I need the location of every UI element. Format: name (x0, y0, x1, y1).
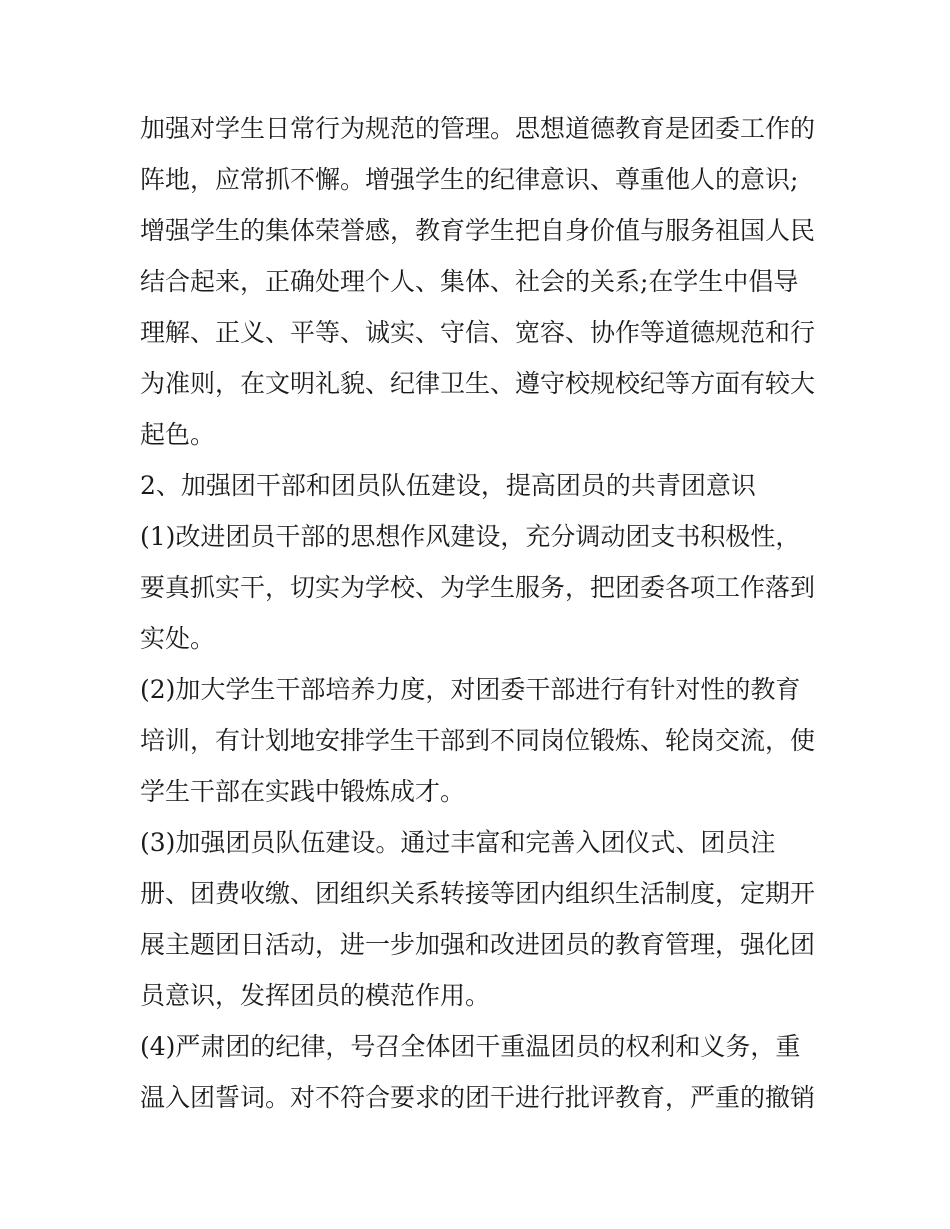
text-line-11: 实处。 (140, 624, 216, 653)
text-line-4: 结合起来，正确处理个人、集体、社会的关系;在学生中倡导 (140, 267, 799, 296)
section-heading: 2、加强团干部和团员队伍建设，提高团员的共青团意识 (140, 471, 756, 500)
text-line-3: 增强学生的集体荣誉感，教育学生把自身价值与服务祖国人民 (140, 216, 816, 245)
text-line-9: (1)改进团员干部的思想作风建设，充分调动团支书积极性， (140, 522, 801, 551)
text-line-14: 学生干部在实践中锻炼成才。 (140, 777, 466, 806)
text-line-16: 册、团费收缴、团组织关系转接等团内组织生活制度，定期开 (140, 879, 816, 908)
text-line-15: (3)加强团员队伍建设。通过丰富和完善入团仪式、团员注 (140, 828, 776, 857)
text-line-5: 理解、正义、平等、诚实、守信、宽容、协作等道德规范和行 (140, 318, 816, 347)
text-line-6: 为准则，在文明礼貌、纪律卫生、遵守校规校纪等方面有较大 (140, 369, 816, 398)
text-line-12: (2)加大学生干部培养力度，对团委干部进行有针对性的教育 (140, 675, 801, 704)
text-line-18: 员意识，发挥团员的模范作用。 (140, 981, 491, 1010)
text-line-1: 加强对学生日常行为规范的管理。思想道德教育是团委工作的 (140, 114, 816, 143)
text-line-19: (4)严肃团的纪律，号召全体团干重温团员的权利和义务，重 (140, 1032, 801, 1061)
text-line-10: 要真抓实干，切实为学校、为学生服务，把团委各项工作落到 (140, 573, 816, 602)
body-text (140, 103, 820, 1123)
text-line-17: 展主题团日活动，进一步加强和改进团员的教育管理，强化团 (140, 930, 816, 959)
text-line-13: 培训，有计划地安排学生干部到不同岗位锻炼、轮岗交流，使 (140, 726, 816, 755)
text-line-7: 起色。 (140, 420, 216, 449)
text-line-2: 阵地，应常抓不懈。增强学生的纪律意识、尊重他人的意识; (140, 165, 799, 194)
text-line-20: 温入团誓词。对不符合要求的团干进行批评教育，严重的撤销 (140, 1083, 816, 1112)
